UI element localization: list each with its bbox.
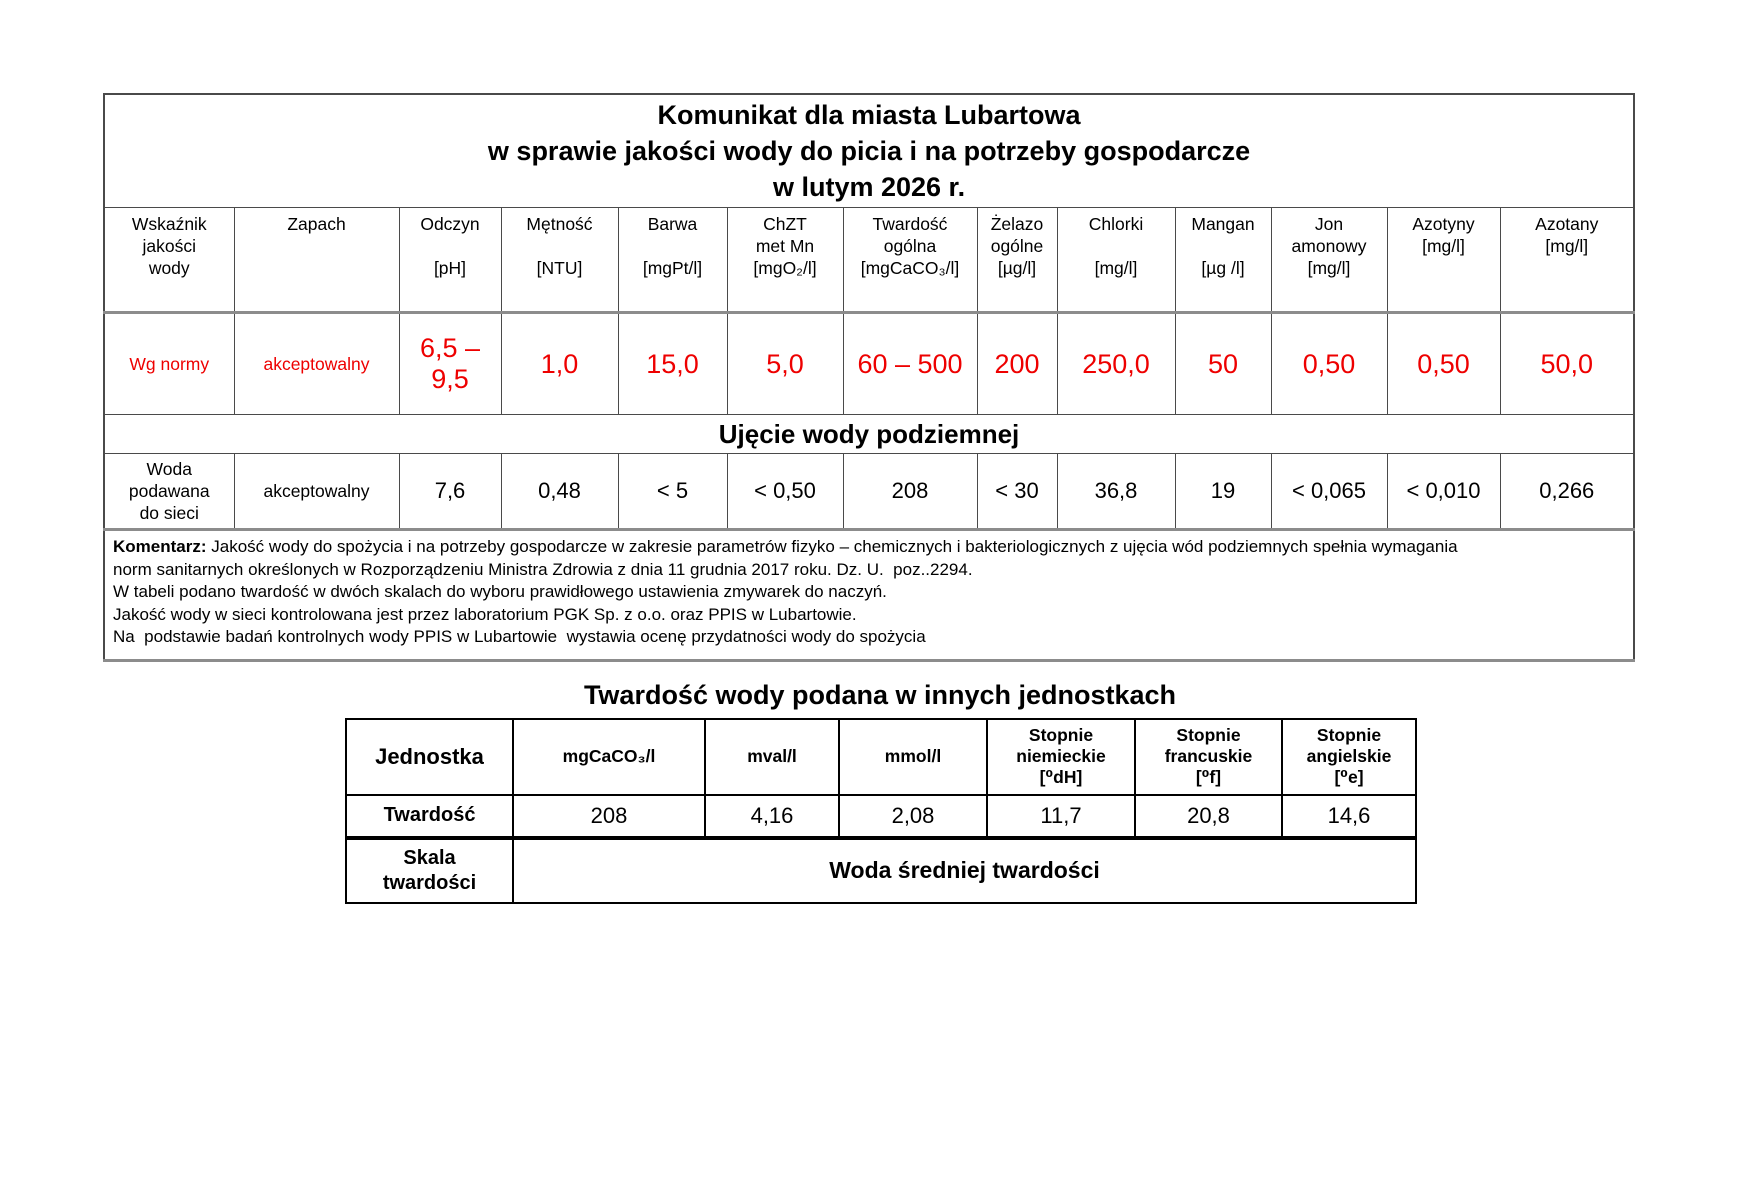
supply-label-line: podawana	[128, 481, 210, 501]
header-line: francuskie	[1164, 746, 1253, 766]
column-header-chzt	[727, 208, 843, 313]
title-line-1: Komunikat dla miasta Lubartowa	[657, 100, 1081, 130]
norm-value-zapach: akceptowalny	[234, 313, 399, 415]
announcement-title	[104, 94, 1634, 208]
norm-value-zelazo: 200	[977, 313, 1057, 415]
scale-value: Woda średniej twardości	[513, 838, 1416, 903]
supply-label-line: Woda	[146, 459, 192, 479]
comment-block	[104, 530, 1634, 661]
header-line: [⁰f]	[1195, 767, 1222, 787]
norm-value-odczyn: 6,5 – 9,5	[399, 313, 501, 415]
hardness-row-label: Twardość	[346, 795, 513, 838]
column-header-azotyny	[1387, 208, 1500, 313]
comment-line-3: W tabeli podano twardość w dwóch skalach do wyboru prawidłowego ustawienia zmywarek do naczyń.	[113, 582, 887, 601]
supply-row-label	[104, 454, 234, 530]
hardness-value-francuskie: 20,8	[1135, 795, 1282, 838]
hardness-value-mgcaco3: 208	[513, 795, 705, 838]
header-line: Mangan	[1191, 214, 1255, 234]
supply-value-barwa: < 5	[618, 454, 727, 530]
comment-line-1	[113, 536, 1625, 559]
norm-value-chzt: 5,0	[727, 313, 843, 415]
hardness-value-angielskie: 14,6	[1282, 795, 1416, 838]
header-line: [mg/l]	[1422, 236, 1465, 256]
section-title-row	[104, 415, 1634, 454]
header-line	[502, 235, 618, 257]
column-header-odczyn	[399, 208, 501, 313]
norm-value-chlorki: 250,0	[1057, 313, 1175, 415]
header-line: Barwa	[647, 214, 698, 234]
title-line-2: w sprawie jakości wody do picia i na potrzeby gospodarcze	[487, 136, 1251, 166]
hardness-value-mval: 4,16	[705, 795, 839, 838]
header-line: Chlorki	[1088, 214, 1144, 234]
header-line: [NTU]	[536, 258, 583, 278]
header-line	[619, 235, 727, 257]
header-line: Zapach	[287, 214, 346, 234]
supply-value-mangan: 19	[1175, 454, 1271, 530]
comment-line-2: norm sanitarnych określonych w Rozporządzeniu Ministra Zdrowia z dnia 11 grudnia 2017 roku. Dz. U. poz..2294.	[113, 559, 973, 579]
document-page	[0, 93, 1755, 1186]
announcement-table	[103, 93, 1635, 662]
hardness-header-stopnie-francuskie	[1135, 719, 1282, 795]
hardness-header-jednostka: Jednostka	[346, 719, 513, 795]
comment-label: Komentarz:	[113, 537, 207, 556]
header-line	[235, 235, 399, 257]
hardness-table	[345, 718, 1417, 904]
norm-value-twardosc: 60 – 500	[843, 313, 977, 415]
comment-line-5: Na podstawie badań kontrolnych wody PPIS w Lubartowie wystawia ocenę przydatności wody do spożycia	[113, 627, 926, 646]
header-line: [⁰e]	[1334, 767, 1364, 787]
header-line	[1058, 235, 1175, 257]
header-line: [mg/l]	[1545, 236, 1589, 256]
supply-row	[104, 454, 1634, 530]
header-line: angielskie	[1306, 746, 1392, 766]
scale-row-label	[346, 838, 513, 903]
scale-label-line: twardości	[382, 871, 477, 894]
header-line: ChZT	[763, 214, 807, 234]
supply-value-azotyny: < 0,010	[1387, 454, 1500, 530]
header-line: Stopnie	[1176, 725, 1241, 745]
header-line: met Mn	[755, 236, 815, 256]
announcement-section	[103, 93, 1755, 662]
hardness-title: Twardość wody podana w innych jednostkach	[583, 679, 1177, 710]
norm-value-jon-amonowy: 0,50	[1271, 313, 1387, 415]
supply-label-line: do sieci	[139, 503, 199, 523]
column-header-chlorki	[1057, 208, 1175, 313]
column-header-zapach	[234, 208, 399, 313]
norm-value-azotyny: 0,50	[1387, 313, 1500, 415]
norm-value-mangan: 50	[1175, 313, 1271, 415]
supply-value-odczyn: 7,6	[399, 454, 501, 530]
hardness-header-stopnie-niemieckie	[987, 719, 1135, 795]
header-line	[235, 257, 399, 279]
column-header-jon-amonowy	[1271, 208, 1387, 313]
header-line: [⁰dH]	[1039, 767, 1083, 787]
header-line	[400, 235, 501, 257]
header-line: Jon	[1314, 214, 1344, 234]
header-row	[104, 208, 1634, 313]
header-line: ogólna	[883, 236, 937, 256]
title-row	[104, 94, 1634, 208]
header-line: Azotyny	[1412, 214, 1475, 234]
header-line: [mg/l]	[1094, 258, 1138, 278]
column-header-mangan	[1175, 208, 1271, 313]
scale-label-line: Skala	[403, 846, 456, 869]
norm-row	[104, 313, 1634, 415]
supply-value-twardosc: 208	[843, 454, 977, 530]
norm-value-barwa: 15,0	[618, 313, 727, 415]
column-header-azotany	[1500, 208, 1634, 313]
supply-value-chlorki: 36,8	[1057, 454, 1175, 530]
hardness-value-mmol: 2,08	[839, 795, 987, 838]
comment-text: Jakość wody do spożycia i na potrzeby gospodarcze w zakresie parametrów fizyko – chemicznych i bakteriologicznych z ujęcia wód podziemnych spełnia wymagania	[206, 537, 1458, 556]
column-header-zelazo-ogolne	[977, 208, 1057, 313]
header-line: [µg/l]	[997, 258, 1037, 278]
header-line: Odczyn	[420, 214, 480, 234]
header-line: wody	[148, 258, 190, 278]
header-line: Stopnie	[1316, 725, 1382, 745]
scale-row	[346, 838, 1416, 903]
comment-line-4: Jakość wody w sieci kontrolowana jest przez laboratorium PGK Sp. z o.o. oraz PPIS w Lubartowie.	[113, 604, 857, 624]
header-line: jakości	[142, 236, 196, 256]
norm-value-azotany: 50,0	[1500, 313, 1634, 415]
column-header-metnosc	[501, 208, 618, 313]
header-line: amonowy	[1291, 236, 1367, 256]
header-line: [mgCaCO₃/l]	[860, 258, 960, 278]
hardness-header-mval: mval/l	[705, 719, 839, 795]
header-line	[1501, 257, 1634, 279]
supply-value-metnosc: 0,48	[501, 454, 618, 530]
supply-value-jon-amonowy: < 0,065	[1271, 454, 1387, 530]
column-header-twardosc-ogolna	[843, 208, 977, 313]
hardness-value-niemieckie: 11,7	[987, 795, 1135, 838]
supply-value-zapach: akceptowalny	[234, 454, 399, 530]
header-line	[1176, 235, 1271, 257]
header-line: niemieckie	[1016, 746, 1106, 766]
header-line: Azotany	[1535, 214, 1599, 234]
comment-row	[104, 530, 1634, 661]
column-header-wskaznik	[104, 208, 234, 313]
header-line: ogólne	[990, 236, 1044, 256]
hardness-header-mmol: mmol/l	[839, 719, 987, 795]
header-line: Żelazo	[990, 214, 1044, 234]
hardness-header-mgcaco3: mgCaCO₃/l	[513, 719, 705, 795]
supply-value-azotany: 0,266	[1500, 454, 1634, 530]
header-line: [mgO₂/l]	[753, 258, 817, 278]
supply-value-chzt: < 0,50	[727, 454, 843, 530]
norm-row-label: Wg normy	[104, 313, 234, 415]
header-line	[1388, 257, 1500, 279]
title-line-3: w lutym 2026 r.	[772, 172, 966, 202]
supply-value-zelazo: < 30	[977, 454, 1057, 530]
header-line: [mg/l]	[1307, 258, 1351, 278]
header-line: Wskaźnik	[131, 214, 207, 234]
hardness-header-stopnie-angielskie	[1282, 719, 1416, 795]
header-line: [pH]	[433, 258, 467, 278]
hardness-header-row	[346, 719, 1416, 795]
header-line: Twardość	[872, 214, 948, 234]
norm-value-metnosc: 1,0	[501, 313, 618, 415]
section-title: Ujęcie wody podziemnej	[104, 415, 1634, 454]
header-line: [mgPt/l]	[642, 258, 703, 278]
column-header-barwa	[618, 208, 727, 313]
hardness-row	[346, 795, 1416, 838]
header-line: Mętność	[526, 214, 593, 234]
header-line: [µg /l]	[1201, 258, 1245, 278]
header-line: Stopnie	[1028, 725, 1094, 745]
